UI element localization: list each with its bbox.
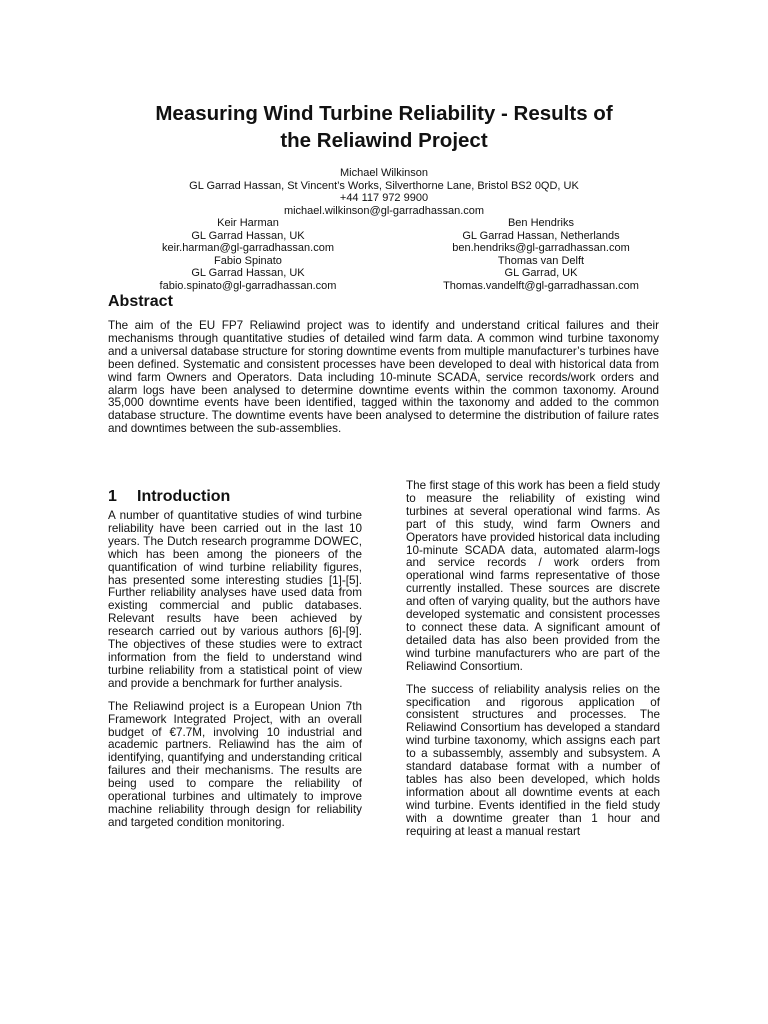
right-column (406, 480, 660, 848)
coauthor-name: Thomas van Delft (497, 254, 585, 267)
abstract-heading: Abstract (108, 293, 173, 310)
body-paragraph: The first stage of this work has been a field study to measure the reliability of existing wind turbines at several operational wind farms. As part of this study, wind farm Owners and Operators have provided historical data including 10-minute SCADA data, automated alarm-logs and service records / work orders from operational wind farms representative of those currently installed. These sources are discrete and often of varying quality, but the authors have developed systematic and consistent processes to connect these data. A significant amount of detailed data has also been provided from the wind turbine manufacturers who are part of the Reliawind Consortium. (406, 479, 660, 673)
abstract-text: The aim of the EU FP7 Reliawind project was to identify and understand critical failures and their mechanisms through quantitative studies of detailed wind farm data. A common wind turbine taxonomy and a universal database structure for storing downtime events from multiple manufacturer’s turbines have been defined. Systematic and consistent processes have been developed to deal with historical data from wind farm Owners and Operators. Data including 10-minute SCADA, service records/work orders and alarm logs have been analysed to determine downtime events within the common taxonomy. Around 35,000 downtime events have been identified, tagged within the taxonomy and added to the common database structure. The downtime events have been analysed to determine the distribution of failure rates and downtimes between the sub-assemblies. (108, 319, 659, 436)
coauthor-affiliation: GL Garrad Hassan, UK (191, 267, 305, 280)
main-author-name: Michael Wilkinson (339, 167, 429, 179)
coauthor-email: keir.harman@gl-garradhassan.com (162, 242, 334, 255)
coauthor-affiliation: GL Garrad Hassan, UK (191, 229, 305, 242)
coauthor-email: Thomas.vandelft@gl-garradhassan.com (443, 279, 639, 292)
body-paragraph: A number of quantitative studies of wind turbine reliability have been carried out in the last 10 years. The Dutch research programme DOWEC, which has been among the pioneers of the quantification of wind turbine reliability figures, has presented some interesting studies [1]-[5]. Further reliability analyses have used data from existing commercial and public databases. Relevant results have been achieved by research carried out by various authors [6]-[9]. The objectives of these studies were to extract information from the field to understand wind turbine reliability from a statistical point of view and provide a benchmark for further analysis. (108, 509, 362, 690)
paper-title-line-1: Measuring Wind Turbine Reliability - Results of (155, 102, 613, 125)
section-heading-introduction (108, 488, 230, 506)
coauthors-left-column (118, 217, 378, 293)
coauthor-email: fabio.spinato@gl-garradhassan.com (159, 279, 337, 292)
coauthor-name: Fabio Spinato (214, 254, 282, 267)
main-author-affiliation: GL Garrad Hassan, St Vincent’s Works, Silverthorne Lane, Bristol BS2 0QD, UK (189, 179, 579, 192)
main-author-email: michael.wilkinson@gl-garradhassan.com (283, 204, 485, 217)
coauthor-email: ben.hendriks@gl-garradhassan.com (452, 242, 630, 255)
paper-title (100, 100, 668, 154)
body-paragraph: The Reliawind project is a European Union 7th Framework Integrated Project, with an overall budget of €7.7M, involving 10 industrial and academic partners. Reliawind has the aim of identifying, quantifying and understanding critical failures and their mechanisms. The results are being used to compare the reliability of operational turbines and ultimately to improve machine reliability through design for reliability and targeted condition monitoring. (108, 699, 362, 829)
coauthors-right-column (411, 217, 671, 293)
coauthor-affiliation: GL Garrad Hassan, Netherlands (462, 229, 620, 242)
section-number: 1 (108, 488, 117, 505)
left-column (108, 510, 362, 840)
coauthor-name: Keir Harman (217, 217, 279, 229)
coauthor-affiliation: GL Garrad, UK (504, 267, 578, 280)
paper-title-line-2: the Reliawind Project (280, 129, 488, 152)
main-author-phone: +44 117 972 9900 (339, 192, 429, 205)
body-paragraph: The success of reliability analysis relies on the specification and rigorous application of consistent structures and processes. The Reliawind Consortium has developed a standard wind turbine taxonomy, which assigns each part to a subassembly, assembly and subsystem. A standard database format with a number of tables has also been developed, which holds information about all downtime events at each wind turbine. Events identified in the field study with a downtime greater than 1 hour and requiring at least a manual restart (406, 682, 660, 838)
section-title: Introduction (137, 488, 231, 505)
coauthor-name: Ben Hendriks (507, 217, 575, 229)
main-author-block (110, 167, 658, 217)
